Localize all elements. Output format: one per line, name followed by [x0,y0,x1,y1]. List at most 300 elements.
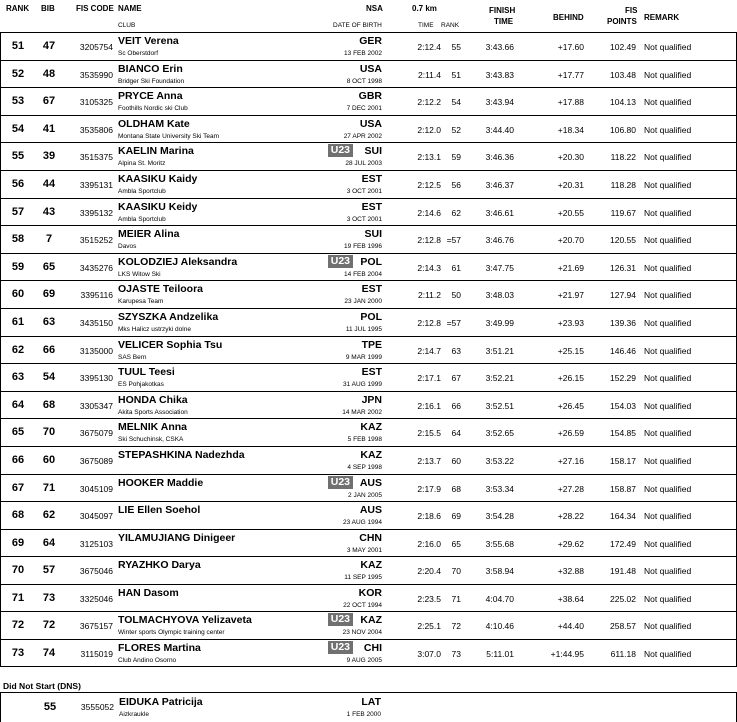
athlete-name: KOLODZIEJ Aleksandra [118,255,238,268]
nation-code: SUI [364,228,382,241]
fis-code-cell: 3205754 [79,42,113,52]
rank-cell: 73 [11,647,25,660]
nation-code: KOR [358,586,382,599]
fis-code-cell: 3115019 [80,649,113,660]
dns-row [0,692,737,722]
split-rank: =57 [446,235,461,246]
split-time: 2:17.9 [417,483,441,494]
header-points: POINTS [607,17,637,26]
table-row [0,87,737,115]
date-of-birth: 8 OCT 1998 [346,77,382,85]
split-rank: 65 [451,538,461,549]
nation-code: EST [361,283,382,296]
split-time: 2:13.1 [417,152,441,163]
finish-time: 4:10.46 [485,621,514,632]
fis-points: 126.31 [610,262,636,273]
fis-points: 152.29 [610,373,636,384]
table-row [0,115,737,143]
bib-cell: 69 [42,288,56,301]
dns-heading: Did Not Start (DNS) [3,681,81,691]
nation-code: CHI [363,642,382,655]
fis-code-cell: 3535990 [79,69,113,80]
date-of-birth: 3 MAY 2001 [346,546,382,554]
finish-time: 3:53.34 [485,483,514,494]
club-name: Club Andino Osorno [118,657,177,665]
nation-code: KAZ [360,421,382,434]
fis-code-cell: 3395116 [80,290,113,301]
date-of-birth: 23 AUG 1994 [342,519,382,527]
finish-time: 3:48.03 [485,290,514,301]
nation-code: USA [359,62,382,75]
remark: Not qualified [644,483,692,494]
remark: Not qualified [644,207,692,218]
athlete-name: HOOKER Maddie [118,476,204,489]
fis-points: 164.34 [610,511,636,522]
fis-code-cell: 3125103 [79,538,113,549]
club-name: ES Pohjakotkas [118,381,164,389]
nation-code: KAZ [360,559,382,572]
split-rank: 73 [451,649,461,660]
fis-code-cell: 3135000 [79,345,113,356]
fis-code-cell: 3515375 [79,152,113,163]
finish-time: 3:46.37 [485,179,514,190]
rank-cell: 52 [11,67,25,80]
bib-cell: 65 [42,260,56,273]
nation-code: EST [361,172,382,185]
club-name: Ambla Sportclub [118,187,166,195]
bib-cell: 48 [42,67,56,80]
fis-points: 154.85 [610,428,636,439]
time-behind: +21.69 [557,262,584,273]
rank-cell: 51 [11,40,25,52]
time-behind: +17.77 [557,69,584,80]
remark: Not qualified [644,69,692,80]
header-remark: REMARK [644,13,680,22]
finish-time: 3:52.65 [485,428,514,439]
time-behind: +26.15 [557,373,584,384]
time-behind: +25.15 [557,345,584,356]
time-behind: +26.45 [557,400,584,411]
club-name: Bridger Ski Foundation [118,77,185,85]
split-time: 2:23.5 [417,593,441,604]
finish-time: 3:52.51 [485,400,514,411]
athlete-name: VELICER Sophia Tsu [118,338,223,351]
fis-points: 191.48 [610,566,636,577]
fis-points: 118.28 [610,179,636,190]
athlete-name: BIANCO Erin [118,62,183,75]
remark: Not qualified [644,649,692,660]
date-of-birth: 11 SEP 1995 [344,574,382,582]
split-rank: 51 [451,69,461,80]
table-row [0,474,737,502]
fis-points: 120.55 [610,235,636,246]
split-time: 2:12.8 [417,317,441,328]
date-of-birth: 2 JAN 2005 [348,491,382,499]
rank-cell: 68 [11,509,25,522]
split-rank: 72 [451,621,461,632]
time-behind: +32.88 [557,566,584,577]
split-time: 2:12.4 [417,42,441,52]
athlete-name: VEIT Verena [118,35,179,47]
bib-cell: 66 [42,343,56,356]
table-row [0,363,737,391]
club-name: Davos [118,243,137,251]
split-rank: 66 [451,400,461,411]
remark: Not qualified [644,621,692,632]
dns-fis-code: 3555052 [80,702,114,712]
date-of-birth: 7 DEC 2001 [346,105,382,113]
rank-cell: 70 [11,564,25,577]
club-name: Mks Halicz ustrzyki dolne [118,325,191,333]
rank-cell: 58 [11,233,25,246]
finish-time: 3:54.28 [485,511,514,522]
split-time: 2:16.0 [417,538,441,549]
rank-cell: 60 [11,288,25,301]
header-name: NAME [118,4,142,13]
rank-cell: 59 [11,260,25,273]
athlete-name: PRYCE Anna [118,90,183,103]
split-rank: 55 [451,42,461,52]
bib-cell: 64 [42,536,56,549]
bib-cell: 41 [42,122,56,135]
dns-bib: 55 [43,701,57,713]
fis-code-cell: 3395131 [79,179,113,190]
split-rank: 71 [451,593,461,604]
fis-points: 106.80 [610,124,636,135]
rank-cell: 53 [11,95,25,108]
date-of-birth: 23 JAN 2000 [344,298,382,306]
date-of-birth: 5 FEB 1998 [347,436,382,444]
fis-points: 146.46 [610,345,636,356]
finish-time: 3:53.22 [485,455,514,466]
athlete-name: SZYSZKA Andzelika [118,310,219,323]
club-name: Akita Sports Association [118,408,188,416]
remark: Not qualified [644,262,692,273]
time-behind: +27.28 [557,483,584,494]
split-time: 2:18.6 [417,511,441,522]
remark: Not qualified [644,235,692,246]
header-rank: RANK [6,4,30,13]
split-time: 3:07.0 [417,649,441,660]
bib-cell: 70 [42,426,56,439]
table-header [0,0,737,32]
header-dob: DATE OF BIRTH [333,22,382,29]
bib-cell: 74 [42,647,56,660]
header-split-time: TIME [418,22,434,29]
header-split-rank: RANK [441,22,460,29]
header-fis: FIS [625,6,638,15]
finish-time: 3:49.99 [485,317,514,328]
club-name: Alpina St. Moritz [118,160,166,168]
nation-code: TPE [361,338,382,351]
finish-time: 3:51.21 [485,345,514,356]
nation-code: JPN [361,393,382,406]
split-rank: 56 [451,179,461,190]
rank-cell: 66 [11,453,25,466]
remark: Not qualified [644,42,692,52]
time-behind: +20.70 [557,235,584,246]
fis-code-cell: 3515252 [79,235,113,246]
time-behind: +21.97 [557,290,584,301]
rank-cell: 63 [11,371,25,384]
club-name: Karupesa Team [118,298,164,306]
header-nsa: NSA [366,4,383,13]
time-behind: +17.60 [557,42,584,52]
athlete-name: KAASIKU Keidy [118,200,198,213]
fis-points: 118.22 [610,152,636,163]
remark: Not qualified [644,124,692,135]
fis-code-cell: 3045097 [79,511,113,522]
nation-code: CHN [359,531,382,544]
athlete-name: HAN Dasom [118,586,179,599]
split-rank: 61 [451,262,461,273]
club-name: LKS Witow Ski [118,270,161,278]
table-row [0,336,737,364]
finish-time: 3:44.40 [485,124,514,135]
fis-code-cell: 3675089 [79,455,113,466]
remark: Not qualified [644,317,692,328]
split-rank: 52 [451,124,461,135]
date-of-birth: 23 NOV 2004 [342,629,382,637]
club-name: Winter sports Olympic training center [118,629,225,637]
remark: Not qualified [644,538,692,549]
athlete-name: LIE Ellen Soehol [118,504,201,517]
table-row [0,584,737,612]
table-row [0,198,737,226]
athlete-name: OLDHAM Kate [118,117,190,130]
table-row [0,170,737,198]
date-of-birth: 3 OCT 2001 [346,215,382,223]
fis-points: 127.94 [610,290,636,301]
rank-cell: 71 [11,591,25,604]
table-row [0,32,737,60]
split-time: 2:11.4 [417,69,441,80]
rank-cell: 67 [11,481,25,494]
fis-code-cell: 3325046 [79,593,113,604]
split-rank: 69 [451,511,461,522]
time-behind: +1:44.95 [550,649,584,660]
remark: Not qualified [644,511,692,522]
remark: Not qualified [644,593,692,604]
finish-time: 3:47.75 [485,262,514,273]
athlete-name: OJASTE Teiloora [118,283,203,296]
time-behind: +20.55 [557,207,584,218]
athlete-name: TOLMACHYOVA Yelizaveta [118,614,252,627]
split-rank: 67 [451,373,461,384]
finish-time: 3:55.68 [485,538,514,549]
time-behind: +27.16 [557,455,584,466]
club-name: Ambla Sportclub [118,215,166,223]
split-rank: 54 [451,97,461,108]
table-row [0,308,737,336]
u23-badge: U23 [328,613,353,626]
nation-code: POL [360,255,382,268]
dns-nsa: LAT [361,696,381,708]
finish-time: 3:43.94 [485,97,514,108]
club-name: Foothills Nordic ski Club [118,105,188,113]
fis-points: 158.17 [610,455,636,466]
u23-badge: U23 [328,641,353,654]
split-time: 2:15.5 [417,428,441,439]
remark: Not qualified [644,566,692,577]
header-behind: BEHIND [553,13,584,22]
athlete-name: HONDA Chika [118,393,188,406]
fis-code-cell: 3395132 [79,207,113,218]
table-row [0,556,737,584]
athlete-name: FLORES Martina [118,642,201,655]
nation-code: USA [359,117,382,130]
finish-time: 3:46.36 [485,152,514,163]
bib-cell: 71 [42,481,56,494]
finish-time: 5:11.01 [486,649,514,660]
time-behind: +26.59 [557,428,584,439]
split-time: 2:12.8 [417,235,441,246]
bib-cell: 57 [42,564,56,577]
table-row [0,446,737,474]
table-row [0,280,737,308]
time-behind: +20.31 [557,179,584,190]
bib-cell: 63 [42,315,56,328]
athlete-name: MEIER Alina [118,228,180,241]
header-fis-code: FIS CODE [76,4,114,13]
club-name: Montana State University Ski Team [118,132,220,140]
remark: Not qualified [644,428,692,439]
split-time: 2:14.3 [417,262,441,273]
fis-code-cell: 3395130 [79,373,113,384]
table-row [0,253,737,281]
rank-cell: 69 [11,536,25,549]
split-time: 2:16.1 [417,400,441,411]
time-behind: +44.40 [557,621,584,632]
split-rank: 70 [451,566,461,577]
table-row [0,225,737,253]
split-time: 2:14.6 [417,207,441,218]
nation-code: POL [360,310,382,323]
nation-code: KAZ [360,448,382,461]
bib-cell: 67 [42,95,56,108]
header-finish-time: TIME [494,17,514,26]
split-time: 2:12.2 [417,97,441,108]
split-rank: 68 [451,483,461,494]
fis-points: 611.18 [610,649,636,660]
table-row [0,611,737,639]
club-name: Sc Oberstdorf [118,50,159,57]
finish-time: 3:43.83 [485,69,514,80]
fis-points: 225.02 [610,593,636,604]
finish-time: 3:58.94 [485,566,514,577]
athlete-name: TUUL Teesi [118,366,175,379]
time-behind: +20.30 [557,152,584,163]
fis-code-cell: 3305347 [79,400,113,411]
rank-cell: 54 [11,122,25,135]
table-row [0,391,737,419]
remark: Not qualified [644,152,692,163]
date-of-birth: 22 OCT 1994 [343,601,382,609]
dns-club: Aizkraukle [119,711,149,718]
athlete-name: YILAMUJIANG Dinigeer [118,531,236,544]
nation-code: KAZ [360,614,382,627]
remark: Not qualified [644,290,692,301]
results-table [0,32,737,667]
split-rank: 60 [451,455,461,466]
split-time: 2:12.0 [417,124,441,135]
date-of-birth: 14 FEB 2004 [344,270,382,278]
fis-code-cell: 3675157 [79,621,113,632]
time-behind: +18.34 [557,124,584,135]
header-finish: FINISH [489,6,516,15]
fis-points: 103.48 [610,69,636,80]
date-of-birth: 4 SEP 1998 [347,463,382,471]
bib-cell: 54 [42,371,56,384]
rank-cell: 62 [11,343,25,356]
header-bib: BIB [41,4,55,13]
split-time: 2:14.7 [417,345,441,356]
table-row [0,418,737,446]
date-of-birth: 28 JUL 2003 [345,160,382,168]
header-split: 0.7 km [412,4,437,13]
split-time: 2:20.4 [417,566,441,577]
nation-code: EST [361,366,382,379]
table-row [0,501,737,529]
nation-code: EST [361,200,382,213]
fis-code-cell: 3675046 [79,566,113,577]
finish-time: 3:46.61 [485,207,514,218]
club-name: Ski Schuchinsk, CSKA [118,436,184,444]
date-of-birth: 14 MAR 2002 [342,408,382,416]
dns-dob: 1 FEB 2000 [346,711,381,718]
bib-cell: 62 [42,509,56,522]
bib-cell: 39 [42,150,56,163]
bib-cell: 72 [42,619,56,632]
nation-code: SUI [364,145,382,158]
split-time: 2:11.2 [417,290,441,301]
split-time: 2:12.5 [417,179,441,190]
nation-code: AUS [359,504,382,517]
nation-code: GER [359,35,382,47]
bib-cell: 60 [42,453,56,466]
bib-cell: 7 [45,233,53,246]
date-of-birth: 19 FEB 1996 [344,243,382,251]
remark: Not qualified [644,373,692,384]
nation-code: AUS [359,476,382,489]
table-row [0,529,737,557]
split-rank: 64 [451,428,461,439]
time-behind: +29.62 [557,538,584,549]
athlete-name: KAELIN Marina [118,145,194,158]
u23-badge: U23 [328,476,353,489]
table-row [0,639,737,667]
fis-points: 172.49 [610,538,636,549]
time-behind: +23.93 [557,317,584,328]
u23-badge: U23 [328,144,353,157]
remark: Not qualified [644,179,692,190]
rank-cell: 72 [11,619,25,632]
finish-time: 3:52.21 [485,373,514,384]
rank-cell: 55 [11,150,25,163]
athlete-name: STEPASHKINA Nadezhda [118,448,245,461]
bib-cell: 44 [42,177,56,190]
rank-cell: 56 [11,177,25,190]
split-time: 2:17.1 [417,373,441,384]
date-of-birth: 9 MAR 1999 [345,353,382,361]
fis-code-cell: 3535806 [79,124,113,135]
finish-time: 3:46.76 [485,235,514,246]
split-rank: 59 [451,152,461,163]
fis-points: 154.03 [610,400,636,411]
rank-cell: 64 [11,398,25,411]
date-of-birth: 3 OCT 2001 [346,187,382,195]
date-of-birth: 13 FEB 2002 [344,50,382,57]
